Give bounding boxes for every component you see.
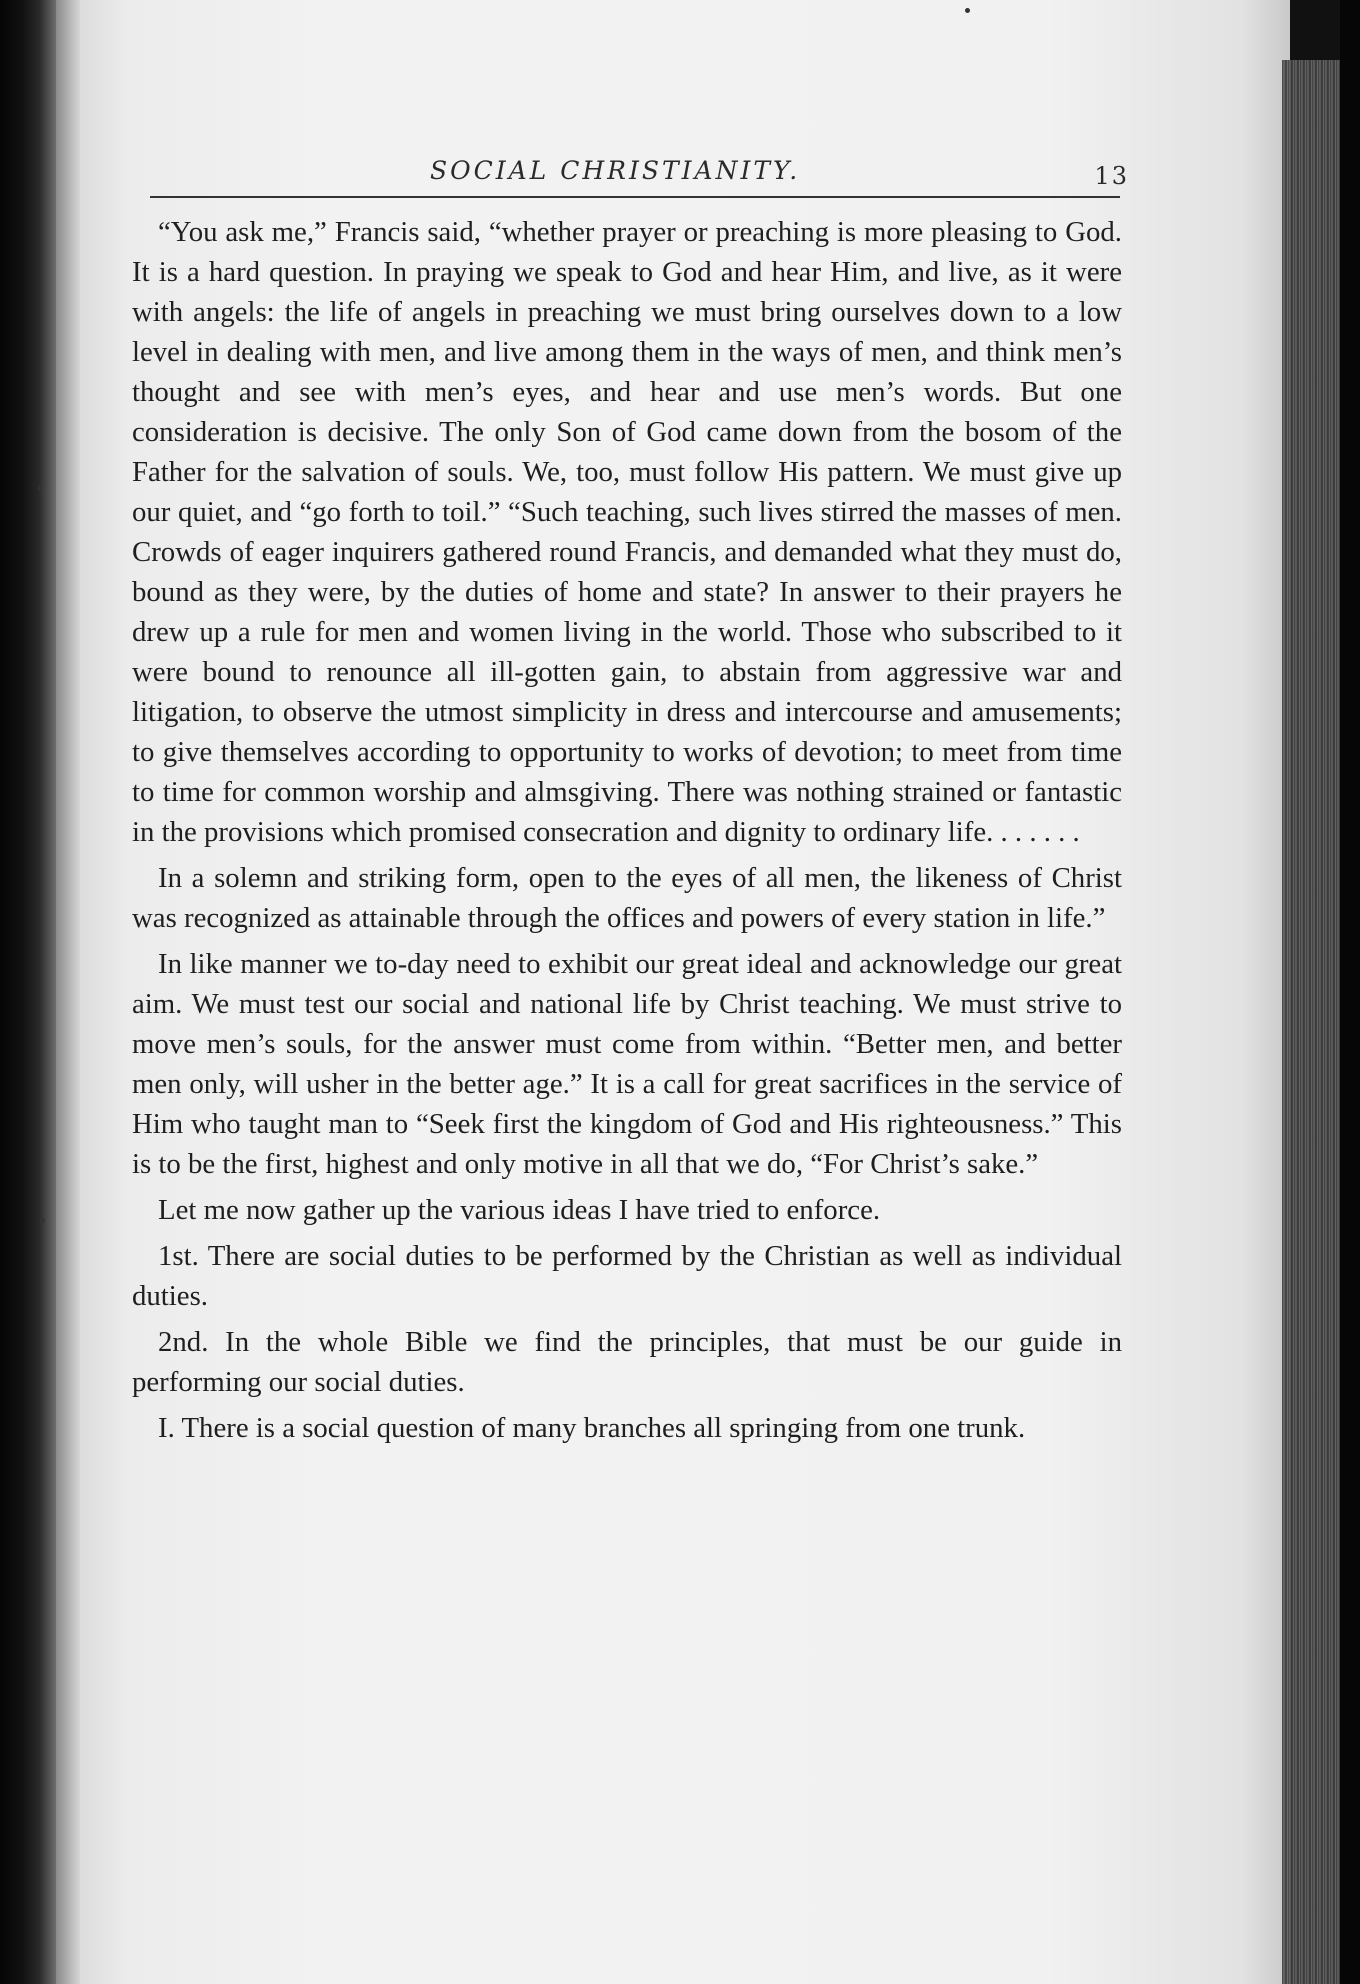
- margin-speck: [40, 1218, 45, 1223]
- paragraph-second-point: 2nd. In the whole Bible we find the principles, that must be our guide in performing our social duties.: [132, 1326, 1122, 1398]
- page-number: 13: [1094, 162, 1129, 190]
- paragraph-social-question: I. There is a social question of many branches all springing from one trunk.: [158, 1412, 1026, 1444]
- page-edges-stack: [1282, 60, 1340, 1984]
- right-edge-shadow: [1340, 0, 1360, 1984]
- header-rule: [150, 196, 1120, 198]
- running-title: SOCIAL CHRISTIANITY.: [430, 156, 801, 185]
- paragraph-gather-ideas: Let me now gather up the various ideas I have tried to enforce.: [158, 1194, 881, 1226]
- margin-speck: [965, 8, 970, 13]
- left-binding-shadow: [0, 0, 56, 1984]
- left-page-gutter: [56, 0, 80, 1984]
- body-text: [132, 212, 1122, 1454]
- paragraph-francis-quote: “You ask me,” Francis said, “whether prayer or preaching is more pleasing to God. It is a hard question. In praying we speak to God and hear Him, and live, as it were with angels: the life of angels in preaching we must bring ourselves down to a low level in dealing with men, and live among them in the ways of men, and think men’s thought and see with men’s eyes, and hear and use men’s words. But one consideration is decisive. The only Son of God came down from the bosom of the Father for the salvation of souls. We, too, must follow His pattern. We must give up our quiet, and “go forth to toil.” “Such teaching, such lives stirred the masses of men. Crowds of eager inquirers gathered round Francis, and demanded what they must do, bound as they were, by the duties of home and state? In answer to their prayers he drew up a rule for men and women living in the world. Those who subscribed to it were bound to renounce all ill-gotten gain, to abstain from aggressive war and litigation, to observe the utmost simplicity in dress and intercourse and amusements; to give themselves according to opportunity to works of devotion; to meet from time to time for common worship and almsgiving. There was nothing strained or fantastic in the provisions which promised consecration and dignity to ordinary life. . . . . . .: [132, 216, 1122, 848]
- paragraph-first-point: 1st. There are social duties to be performed by the Christian as well as individual duties.: [132, 1240, 1122, 1312]
- paragraph-likeness-of-christ: In a solemn and striking form, open to the eyes of all men, the likeness of Christ was recognized as attainable through the offices and powers of every station in life.”: [132, 862, 1122, 934]
- page-header: [150, 148, 1135, 196]
- margin-speck: [38, 486, 43, 491]
- paragraph-like-manner: In like manner we to-day need to exhibit our great ideal and acknowledge our great aim. We must test our social and national life by Christ teaching. We must strive to move men’s souls, for the answer must come from within. “Better men, and better men only, will usher in the better age.” It is a call for great sacrifices in the service of Him who taught man to “Seek first the kingdom of God and His righteousness.” This is to be the first, highest and only motive in all that we do, “For Christ’s sake.”: [132, 948, 1122, 1180]
